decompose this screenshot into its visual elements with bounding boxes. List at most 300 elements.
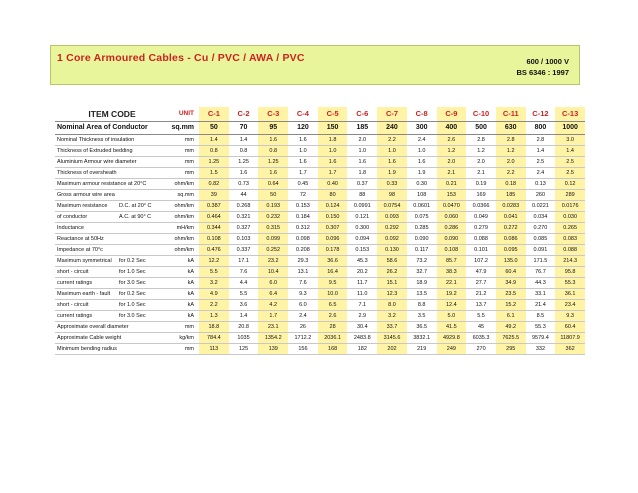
table-cell: 2.9	[347, 311, 377, 322]
table-cell: 1.8	[347, 168, 377, 179]
table-cell: 72	[288, 190, 318, 201]
table-cell: 20.8	[229, 322, 259, 333]
table-cell: 0.098	[288, 234, 318, 245]
table-cell: 5.0	[437, 311, 467, 322]
table-cell: 0.094	[347, 234, 377, 245]
row-unit: sq.mm	[169, 190, 199, 201]
table-cell: 2.0	[496, 157, 526, 168]
row-label: Reactance at 50Hz	[55, 234, 169, 245]
table-cell: 10.0	[318, 289, 348, 300]
table-cell: 2.8	[526, 135, 556, 146]
area-value: 120	[288, 122, 318, 135]
area-value: 50	[199, 122, 229, 135]
table-cell: 0.083	[555, 234, 585, 245]
table-row	[55, 179, 585, 190]
table-cell: 12.4	[437, 300, 467, 311]
table-cell: 8.0	[377, 300, 407, 311]
table-cell: 1.0	[407, 146, 437, 157]
table-cell: 1.6	[288, 135, 318, 146]
table-cell: 36.1	[555, 289, 585, 300]
table-cell: 85.7	[437, 256, 467, 267]
table-cell: 1354.2	[258, 333, 288, 344]
table-cell: 5.5	[229, 289, 259, 300]
table-cell: 2.0	[437, 157, 467, 168]
area-value: 1000	[555, 122, 585, 135]
table-cell: 6.1	[496, 311, 526, 322]
table-cell: 249	[437, 344, 467, 355]
table-cell: 1.6	[318, 157, 348, 168]
table-cell: 7.6	[229, 267, 259, 278]
table-cell: 0.476	[199, 245, 229, 256]
table-cell: 0.0754	[377, 201, 407, 212]
table-cell: 0.060	[437, 212, 467, 223]
table-cell: 0.108	[437, 245, 467, 256]
table-row	[55, 289, 585, 300]
table-cell: 3145.6	[377, 333, 407, 344]
table-cell: 1.6	[229, 168, 259, 179]
area-label: Nominal Area of Conductor	[55, 122, 169, 135]
row-unit: mm	[169, 322, 199, 333]
table-cell: 2.0	[347, 135, 377, 146]
table-cell: 1.4	[555, 146, 585, 157]
area-unit: sq.mm	[169, 122, 199, 135]
table-cell: 0.265	[555, 223, 585, 234]
table-cell: 219	[407, 344, 437, 355]
table-cell: 2.0	[466, 157, 496, 168]
table-cell: 28	[318, 322, 348, 333]
code-header-c-7: C-7	[377, 107, 407, 122]
table-cell: 0.0221	[526, 201, 556, 212]
table-cell: 13.5	[407, 289, 437, 300]
row-label: short - circuit	[55, 300, 117, 311]
table-cell: 1.0	[318, 146, 348, 157]
row-sublabel: for 1.0 Sec	[117, 300, 169, 311]
table-cell: 9.3	[555, 311, 585, 322]
table-cell: 21.2	[466, 289, 496, 300]
table-row	[55, 278, 585, 289]
spec-table	[55, 107, 585, 355]
rating-box	[516, 56, 569, 78]
area-value: 185	[347, 122, 377, 135]
area-value: 70	[229, 122, 259, 135]
title-banner	[50, 45, 580, 85]
row-label: Inductance	[55, 223, 169, 234]
table-cell: 0.21	[437, 179, 467, 190]
table-cell: 76.7	[526, 267, 556, 278]
table-cell: 1.8	[318, 135, 348, 146]
table-cell: 1.2	[437, 146, 467, 157]
table-cell: 2.5	[555, 157, 585, 168]
table-cell: 0.40	[318, 179, 348, 190]
row-unit: kA	[169, 256, 199, 267]
table-cell: 0.13	[526, 179, 556, 190]
table-cell: 6.5	[318, 300, 348, 311]
header-row	[55, 107, 585, 122]
table-cell: 0.085	[526, 234, 556, 245]
table-row	[55, 201, 585, 212]
table-cell: 113	[199, 344, 229, 355]
table-cell: 169	[466, 190, 496, 201]
table-cell: 0.099	[258, 234, 288, 245]
table-cell: 13.7	[466, 300, 496, 311]
table-cell: 4.4	[229, 278, 259, 289]
table-cell: 0.0366	[466, 201, 496, 212]
table-cell: 47.9	[466, 267, 496, 278]
table-cell: 9579.4	[526, 333, 556, 344]
row-unit: ohm/km	[169, 201, 199, 212]
table-cell: 135.0	[496, 256, 526, 267]
table-cell: 0.153	[288, 201, 318, 212]
table-cell: 1.6	[258, 168, 288, 179]
table-cell: 0.0176	[555, 201, 585, 212]
table-cell: 0.095	[496, 245, 526, 256]
table-cell: 0.344	[199, 223, 229, 234]
table-cell: 2.5	[526, 157, 556, 168]
table-cell: 12.2	[199, 256, 229, 267]
table-cell: 1.25	[258, 157, 288, 168]
row-sublabel: for 3.0 Sec	[117, 311, 169, 322]
table-cell: 55.3	[526, 322, 556, 333]
table-cell: 1.6	[347, 157, 377, 168]
table-cell: 26	[288, 322, 318, 333]
table-row	[55, 190, 585, 201]
table-cell: 0.034	[526, 212, 556, 223]
row-sublabel: for 3.0 Sec	[117, 278, 169, 289]
table-cell: 1.0	[347, 146, 377, 157]
table-cell: 8.8	[407, 300, 437, 311]
table-cell: 0.19	[466, 179, 496, 190]
table-cell: 0.337	[229, 245, 259, 256]
row-label: Gross armour wire area	[55, 190, 169, 201]
row-unit: ohm/km	[169, 234, 199, 245]
table-cell: 0.208	[288, 245, 318, 256]
table-cell: 3.2	[377, 311, 407, 322]
table-cell: 0.285	[407, 223, 437, 234]
table-cell: 41.5	[437, 322, 467, 333]
row-sublabel: for 0.2 Sec	[117, 289, 169, 300]
code-header-c-4: C-4	[288, 107, 318, 122]
table-cell: 185	[496, 190, 526, 201]
code-header-c-2: C-2	[229, 107, 259, 122]
table-cell: 1.6	[258, 135, 288, 146]
row-unit: kA	[169, 278, 199, 289]
code-header-c-11: C-11	[496, 107, 526, 122]
table-cell: 0.307	[318, 223, 348, 234]
table-cell: 0.184	[288, 212, 318, 223]
table-cell: 36.6	[318, 256, 348, 267]
table-cell: 1.9	[377, 168, 407, 179]
row-label: Approximate Cable weight	[55, 333, 169, 344]
row-label: Approximate overall diameter	[55, 322, 169, 333]
table-cell: 23.2	[258, 256, 288, 267]
table-cell: 0.18	[496, 179, 526, 190]
table-cell: 2.1	[437, 168, 467, 179]
code-header-c-8: C-8	[407, 107, 437, 122]
table-cell: 60.4	[496, 267, 526, 278]
table-cell: 107.2	[466, 256, 496, 267]
table-cell: 0.096	[318, 234, 348, 245]
table-cell: 0.82	[199, 179, 229, 190]
table-cell: 2.4	[288, 311, 318, 322]
table-cell: 98	[377, 190, 407, 201]
code-header-c-6: C-6	[347, 107, 377, 122]
table-cell: 12.3	[377, 289, 407, 300]
table-cell: 95.8	[555, 267, 585, 278]
area-value: 95	[258, 122, 288, 135]
table-cell: 1.0	[288, 146, 318, 157]
table-cell: 182	[347, 344, 377, 355]
table-cell: 0.64	[258, 179, 288, 190]
table-cell: 0.387	[199, 201, 229, 212]
table-cell: 0.270	[526, 223, 556, 234]
table-row	[55, 212, 585, 223]
row-sublabel: for 1.0 Sec	[117, 267, 169, 278]
table-cell: 38.3	[437, 267, 467, 278]
table-cell: 0.103	[229, 234, 259, 245]
table-cell: 6035.3	[466, 333, 496, 344]
table-cell: 9.3	[288, 289, 318, 300]
table-cell: 0.252	[258, 245, 288, 256]
table-cell: 1.6	[407, 157, 437, 168]
area-row	[55, 122, 585, 135]
table-cell: 1.2	[496, 146, 526, 157]
table-cell: 15.2	[496, 300, 526, 311]
row-unit: ohm/km	[169, 179, 199, 190]
table-row	[55, 267, 585, 278]
table-cell: 19.2	[437, 289, 467, 300]
code-header-c-1: C-1	[199, 107, 229, 122]
area-value: 500	[466, 122, 496, 135]
row-unit: kA	[169, 289, 199, 300]
table-cell: 0.232	[258, 212, 288, 223]
table-cell: 0.268	[229, 201, 259, 212]
table-cell: 1.4	[229, 135, 259, 146]
area-value: 630	[496, 122, 526, 135]
row-label: Thickness of oversheath	[55, 168, 169, 179]
table-row	[55, 146, 585, 157]
row-unit: kg/km	[169, 333, 199, 344]
table-row	[55, 157, 585, 168]
table-cell: 0.117	[407, 245, 437, 256]
table-cell: 39	[199, 190, 229, 201]
table-cell: 0.088	[555, 245, 585, 256]
row-label: Maximum armour resistance at 20°C	[55, 179, 169, 190]
table-row	[55, 322, 585, 333]
table-cell: 55.3	[555, 278, 585, 289]
table-cell: 2.8	[496, 135, 526, 146]
table-cell: 125	[229, 344, 259, 355]
table-cell: 20.2	[347, 267, 377, 278]
table-cell: 0.153	[347, 245, 377, 256]
row-label: current ratings	[55, 311, 117, 322]
table-cell: 1.6	[377, 157, 407, 168]
table-cell: 214.3	[555, 256, 585, 267]
table-cell: 27.7	[466, 278, 496, 289]
table-row	[55, 245, 585, 256]
table-cell: 0.73	[229, 179, 259, 190]
table-cell: 1.25	[229, 157, 259, 168]
area-value: 300	[407, 122, 437, 135]
row-unit: kA	[169, 311, 199, 322]
table-cell: 168	[318, 344, 348, 355]
table-cell: 6.4	[258, 289, 288, 300]
table-row	[55, 311, 585, 322]
row-unit: kA	[169, 300, 199, 311]
table-cell: 4929.8	[437, 333, 467, 344]
table-cell: 6.0	[258, 278, 288, 289]
table-row	[55, 300, 585, 311]
table-cell: 0.086	[496, 234, 526, 245]
table-cell: 8.5	[526, 311, 556, 322]
page-title: 1 Core Armoured Cables - Cu / PVC / AWA / PVC	[57, 52, 305, 64]
code-header-c-10: C-10	[466, 107, 496, 122]
table-cell: 1.7	[258, 311, 288, 322]
row-label: Aluminium Armour wire diameter	[55, 157, 169, 168]
table-cell: 2036.1	[318, 333, 348, 344]
row-unit: ohm/km	[169, 212, 199, 223]
table-cell: 11.7	[347, 278, 377, 289]
table-cell: 0.30	[407, 179, 437, 190]
table-cell: 4.2	[258, 300, 288, 311]
table-cell: 34.9	[496, 278, 526, 289]
table-cell: 7.6	[288, 278, 318, 289]
row-label: Impedance at 70°c	[55, 245, 169, 256]
table-cell: 5.5	[466, 311, 496, 322]
table-row	[55, 344, 585, 355]
table-cell: 18.9	[407, 278, 437, 289]
table-cell: 108	[407, 190, 437, 201]
table-cell: 29.3	[288, 256, 318, 267]
table-cell: 1.7	[288, 168, 318, 179]
table-cell: 23.1	[258, 322, 288, 333]
table-cell: 0.041	[496, 212, 526, 223]
table-cell: 23.5	[496, 289, 526, 300]
row-unit: mm	[169, 146, 199, 157]
table-cell: 0.178	[318, 245, 348, 256]
table-cell: 32.7	[407, 267, 437, 278]
table-cell: 153	[437, 190, 467, 201]
table-cell: 1.4	[229, 311, 259, 322]
table-cell: 33.7	[377, 322, 407, 333]
table-cell: 50	[258, 190, 288, 201]
row-label: of conductor	[55, 212, 117, 223]
table-cell: 1.3	[199, 311, 229, 322]
table-cell: 4.9	[199, 289, 229, 300]
table-cell: 7625.5	[496, 333, 526, 344]
table-cell: 21.4	[526, 300, 556, 311]
table-cell: 1.6	[288, 157, 318, 168]
table-row	[55, 234, 585, 245]
table-cell: 0.124	[318, 201, 348, 212]
table-cell: 2.4	[526, 168, 556, 179]
table-cell: 16.4	[318, 267, 348, 278]
row-label: Nominal Thickness of insulation	[55, 135, 169, 146]
table-cell: 0.8	[199, 146, 229, 157]
table-cell: 1.4	[199, 135, 229, 146]
row-sublabel: D.C. at 20° C	[117, 201, 169, 212]
table-cell: 0.312	[288, 223, 318, 234]
table-cell: 289	[555, 190, 585, 201]
table-row	[55, 256, 585, 267]
row-sublabel: A.C. at 90° C	[117, 212, 169, 223]
row-label: current ratings	[55, 278, 117, 289]
table-cell: 156	[288, 344, 318, 355]
table-cell: 0.0991	[347, 201, 377, 212]
table-cell: 26.2	[377, 267, 407, 278]
table-cell: 2.5	[555, 168, 585, 179]
table-cell: 0.300	[347, 223, 377, 234]
table-cell: 18.8	[199, 322, 229, 333]
table-cell: 0.292	[377, 223, 407, 234]
table-cell: 0.0601	[407, 201, 437, 212]
table-cell: 11.0	[347, 289, 377, 300]
table-cell: 23.4	[555, 300, 585, 311]
table-cell: 17.1	[229, 256, 259, 267]
table-cell: 2483.8	[347, 333, 377, 344]
table-cell: 13.1	[288, 267, 318, 278]
table-cell: 270	[466, 344, 496, 355]
table-cell: 0.030	[555, 212, 585, 223]
table-cell: 3.0	[555, 135, 585, 146]
table-cell: 3832.1	[407, 333, 437, 344]
table-cell: 0.279	[466, 223, 496, 234]
table-cell: 2.2	[377, 135, 407, 146]
table-cell: 139	[258, 344, 288, 355]
row-unit: mm	[169, 157, 199, 168]
table-cell: 0.0283	[496, 201, 526, 212]
table-cell: 88	[347, 190, 377, 201]
table-cell: 0.286	[437, 223, 467, 234]
table-cell: 0.12	[555, 179, 585, 190]
table-cell: 0.108	[199, 234, 229, 245]
table-cell: 2.2	[496, 168, 526, 179]
table-cell: 0.33	[377, 179, 407, 190]
table-cell: 2.1	[466, 168, 496, 179]
table-cell: 202	[377, 344, 407, 355]
table-cell: 0.075	[407, 212, 437, 223]
row-label: Maximum resistance	[55, 201, 117, 212]
table-row	[55, 333, 585, 344]
table-cell: 9.5	[318, 278, 348, 289]
table-cell: 44	[229, 190, 259, 201]
table-cell: 49.2	[496, 322, 526, 333]
area-value: 240	[377, 122, 407, 135]
table-cell: 33.1	[526, 289, 556, 300]
table-cell: 44.3	[526, 278, 556, 289]
table-cell: 0.093	[377, 212, 407, 223]
row-label: Minimum bending radius	[55, 344, 169, 355]
table-cell: 784.4	[199, 333, 229, 344]
row-unit: mm	[169, 168, 199, 179]
table-cell: 0.130	[377, 245, 407, 256]
table-cell: 10.4	[258, 267, 288, 278]
table-cell: 0.8	[229, 146, 259, 157]
table-cell: 0.0470	[437, 201, 467, 212]
row-label: Maximum earth - fault	[55, 289, 117, 300]
table-cell: 7.1	[347, 300, 377, 311]
item-code-header: ITEM CODE	[55, 107, 169, 122]
table-cell: 15.1	[377, 278, 407, 289]
code-header-c-3: C-3	[258, 107, 288, 122]
table-cell: 1.9	[407, 168, 437, 179]
row-unit: mm	[169, 135, 199, 146]
table-cell: 0.37	[347, 179, 377, 190]
table-cell: 171.5	[526, 256, 556, 267]
table-cell: 0.101	[466, 245, 496, 256]
table-cell: 0.193	[258, 201, 288, 212]
code-header-c-5: C-5	[318, 107, 348, 122]
table-cell: 1.7	[318, 168, 348, 179]
